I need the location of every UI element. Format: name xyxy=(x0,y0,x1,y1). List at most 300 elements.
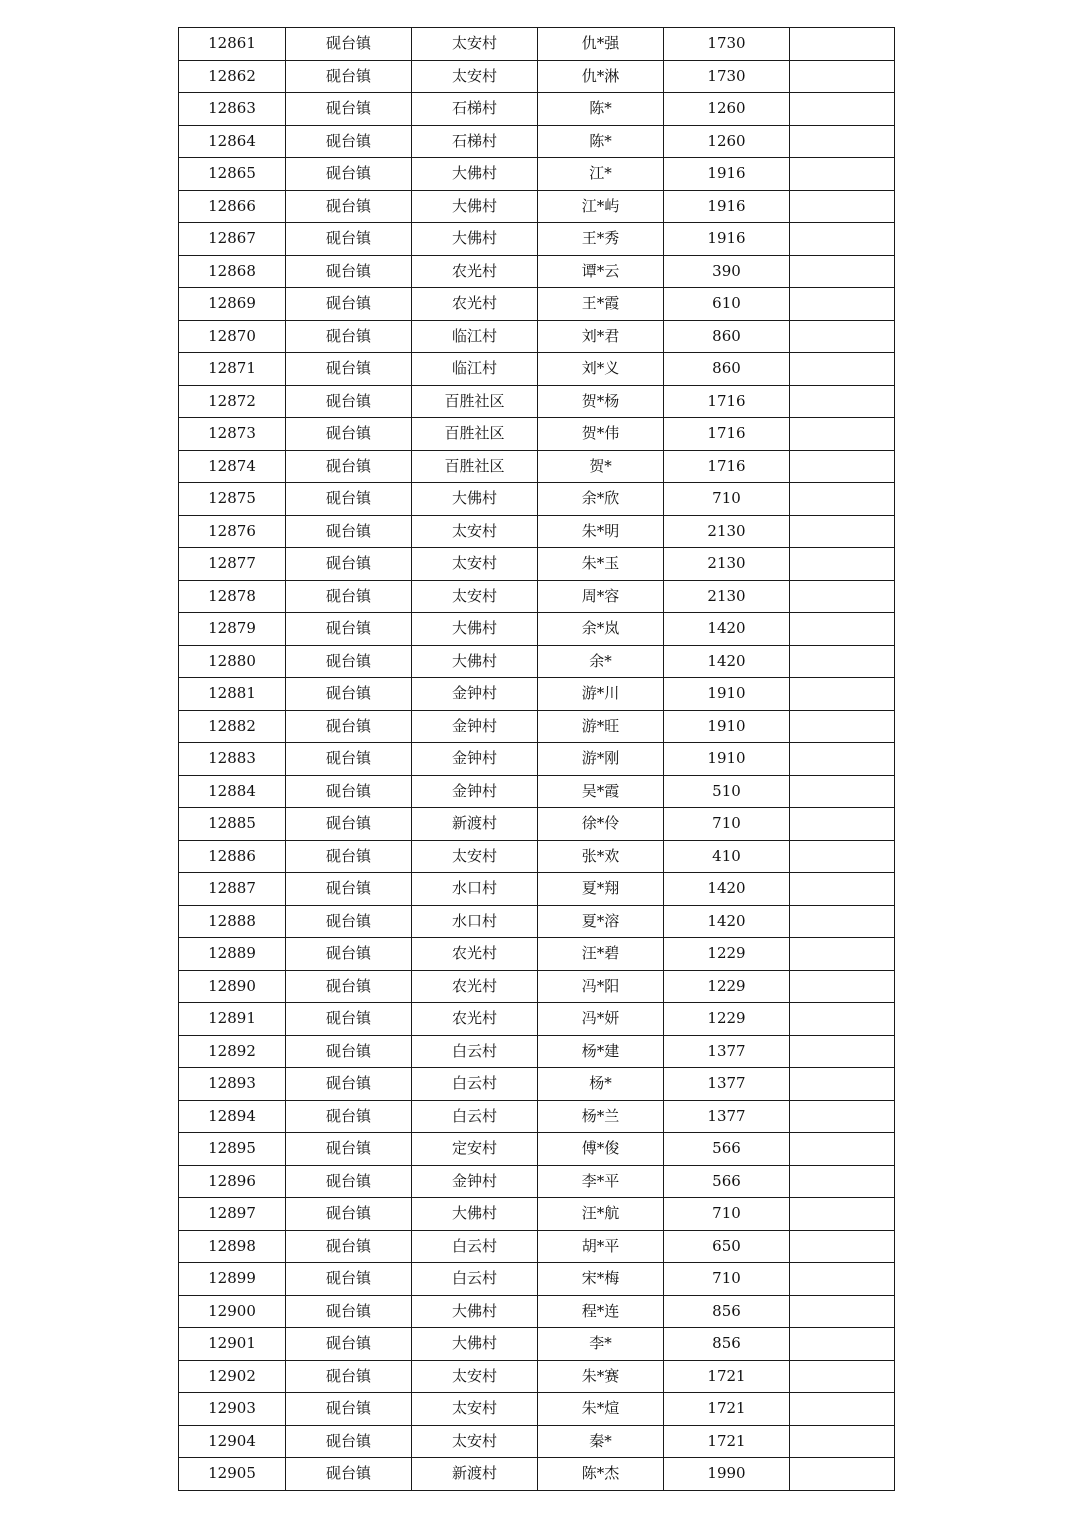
table-row xyxy=(179,450,895,483)
name-cell: 徐*伶 xyxy=(538,808,664,841)
name-cell: 程*连 xyxy=(538,1295,664,1328)
village-cell: 太安村 xyxy=(412,548,538,581)
note-cell xyxy=(790,255,895,288)
table-row xyxy=(179,28,895,61)
table-row xyxy=(179,93,895,126)
row-number-cell: 12901 xyxy=(179,1328,286,1361)
table-row xyxy=(179,1360,895,1393)
note-cell xyxy=(790,1035,895,1068)
row-number-cell: 12905 xyxy=(179,1458,286,1491)
note-cell xyxy=(790,840,895,873)
town-cell: 砚台镇 xyxy=(286,1068,412,1101)
row-number-cell: 12894 xyxy=(179,1100,286,1133)
village-cell: 大佛村 xyxy=(412,1295,538,1328)
note-cell xyxy=(790,1230,895,1263)
name-cell: 贺* xyxy=(538,450,664,483)
table-row xyxy=(179,320,895,353)
note-cell xyxy=(790,548,895,581)
village-cell: 大佛村 xyxy=(412,613,538,646)
name-cell: 江* xyxy=(538,158,664,191)
town-cell: 砚台镇 xyxy=(286,190,412,223)
amount-cell: 1260 xyxy=(664,93,790,126)
table-row xyxy=(179,938,895,971)
table-row xyxy=(179,1035,895,1068)
amount-cell: 710 xyxy=(664,1263,790,1296)
table-row xyxy=(179,1230,895,1263)
village-cell: 大佛村 xyxy=(412,158,538,191)
name-cell: 冯*阳 xyxy=(538,970,664,1003)
town-cell: 砚台镇 xyxy=(286,808,412,841)
village-cell: 金钟村 xyxy=(412,678,538,711)
name-cell: 游*旺 xyxy=(538,710,664,743)
village-cell: 太安村 xyxy=(412,28,538,61)
name-cell: 余*岚 xyxy=(538,613,664,646)
note-cell xyxy=(790,1360,895,1393)
town-cell: 砚台镇 xyxy=(286,1230,412,1263)
town-cell: 砚台镇 xyxy=(286,418,412,451)
amount-cell: 2130 xyxy=(664,580,790,613)
town-cell: 砚台镇 xyxy=(286,385,412,418)
row-number-cell: 12864 xyxy=(179,125,286,158)
row-number-cell: 12871 xyxy=(179,353,286,386)
village-cell: 金钟村 xyxy=(412,775,538,808)
note-cell xyxy=(790,515,895,548)
table-row xyxy=(179,1263,895,1296)
row-number-cell: 12861 xyxy=(179,28,286,61)
table-row xyxy=(179,190,895,223)
table-row xyxy=(179,1003,895,1036)
village-cell: 农光村 xyxy=(412,255,538,288)
name-cell: 谭*云 xyxy=(538,255,664,288)
name-cell: 汪*碧 xyxy=(538,938,664,971)
amount-cell: 860 xyxy=(664,353,790,386)
note-cell xyxy=(790,158,895,191)
records-table xyxy=(178,27,895,1491)
town-cell: 砚台镇 xyxy=(286,1100,412,1133)
name-cell: 朱*赛 xyxy=(538,1360,664,1393)
town-cell: 砚台镇 xyxy=(286,1360,412,1393)
amount-cell: 856 xyxy=(664,1328,790,1361)
town-cell: 砚台镇 xyxy=(286,515,412,548)
village-cell: 农光村 xyxy=(412,938,538,971)
note-cell xyxy=(790,93,895,126)
name-cell: 余*欣 xyxy=(538,483,664,516)
amount-cell: 650 xyxy=(664,1230,790,1263)
amount-cell: 1716 xyxy=(664,385,790,418)
note-cell xyxy=(790,613,895,646)
note-cell xyxy=(790,418,895,451)
village-cell: 白云村 xyxy=(412,1230,538,1263)
village-cell: 新渡村 xyxy=(412,1458,538,1491)
amount-cell: 856 xyxy=(664,1295,790,1328)
town-cell: 砚台镇 xyxy=(286,775,412,808)
row-number-cell: 12903 xyxy=(179,1393,286,1426)
table-row xyxy=(179,710,895,743)
name-cell: 宋*梅 xyxy=(538,1263,664,1296)
table-row xyxy=(179,1295,895,1328)
row-number-cell: 12877 xyxy=(179,548,286,581)
table-row xyxy=(179,255,895,288)
note-cell xyxy=(790,1003,895,1036)
town-cell: 砚台镇 xyxy=(286,1295,412,1328)
row-number-cell: 12873 xyxy=(179,418,286,451)
village-cell: 金钟村 xyxy=(412,710,538,743)
row-number-cell: 12882 xyxy=(179,710,286,743)
name-cell: 刘*义 xyxy=(538,353,664,386)
note-cell xyxy=(790,775,895,808)
table-row xyxy=(179,158,895,191)
table-row xyxy=(179,775,895,808)
note-cell xyxy=(790,223,895,256)
village-cell: 石梯村 xyxy=(412,125,538,158)
table-row xyxy=(179,515,895,548)
village-cell: 太安村 xyxy=(412,1393,538,1426)
amount-cell: 1910 xyxy=(664,710,790,743)
name-cell: 陈* xyxy=(538,125,664,158)
village-cell: 太安村 xyxy=(412,1360,538,1393)
note-cell xyxy=(790,743,895,776)
amount-cell: 1229 xyxy=(664,970,790,1003)
amount-cell: 1916 xyxy=(664,190,790,223)
village-cell: 大佛村 xyxy=(412,1198,538,1231)
amount-cell: 860 xyxy=(664,320,790,353)
note-cell xyxy=(790,1100,895,1133)
name-cell: 周*容 xyxy=(538,580,664,613)
town-cell: 砚台镇 xyxy=(286,1003,412,1036)
village-cell: 大佛村 xyxy=(412,1328,538,1361)
town-cell: 砚台镇 xyxy=(286,320,412,353)
name-cell: 王*霞 xyxy=(538,288,664,321)
note-cell xyxy=(790,1458,895,1491)
amount-cell: 710 xyxy=(664,483,790,516)
village-cell: 新渡村 xyxy=(412,808,538,841)
note-cell xyxy=(790,1263,895,1296)
town-cell: 砚台镇 xyxy=(286,1198,412,1231)
village-cell: 石梯村 xyxy=(412,93,538,126)
row-number-cell: 12892 xyxy=(179,1035,286,1068)
name-cell: 杨*兰 xyxy=(538,1100,664,1133)
row-number-cell: 12884 xyxy=(179,775,286,808)
town-cell: 砚台镇 xyxy=(286,840,412,873)
name-cell: 夏*溶 xyxy=(538,905,664,938)
town-cell: 砚台镇 xyxy=(286,483,412,516)
amount-cell: 1420 xyxy=(664,905,790,938)
name-cell: 游*川 xyxy=(538,678,664,711)
village-cell: 太安村 xyxy=(412,580,538,613)
table-row xyxy=(179,1198,895,1231)
row-number-cell: 12868 xyxy=(179,255,286,288)
town-cell: 砚台镇 xyxy=(286,223,412,256)
note-cell xyxy=(790,1165,895,1198)
row-number-cell: 12900 xyxy=(179,1295,286,1328)
village-cell: 太安村 xyxy=(412,515,538,548)
row-number-cell: 12869 xyxy=(179,288,286,321)
note-cell xyxy=(790,938,895,971)
town-cell: 砚台镇 xyxy=(286,1393,412,1426)
name-cell: 仇*淋 xyxy=(538,60,664,93)
row-number-cell: 12889 xyxy=(179,938,286,971)
name-cell: 江*屿 xyxy=(538,190,664,223)
note-cell xyxy=(790,450,895,483)
name-cell: 余* xyxy=(538,645,664,678)
table-row xyxy=(179,385,895,418)
table-row xyxy=(179,873,895,906)
table-row xyxy=(179,840,895,873)
row-number-cell: 12897 xyxy=(179,1198,286,1231)
row-number-cell: 12887 xyxy=(179,873,286,906)
village-cell: 金钟村 xyxy=(412,743,538,776)
village-cell: 大佛村 xyxy=(412,483,538,516)
amount-cell: 1229 xyxy=(664,1003,790,1036)
village-cell: 太安村 xyxy=(412,840,538,873)
amount-cell: 566 xyxy=(664,1133,790,1166)
note-cell xyxy=(790,190,895,223)
amount-cell: 1420 xyxy=(664,873,790,906)
row-number-cell: 12899 xyxy=(179,1263,286,1296)
row-number-cell: 12895 xyxy=(179,1133,286,1166)
town-cell: 砚台镇 xyxy=(286,613,412,646)
village-cell: 农光村 xyxy=(412,970,538,1003)
name-cell: 张*欢 xyxy=(538,840,664,873)
village-cell: 百胜社区 xyxy=(412,450,538,483)
table-row xyxy=(179,580,895,613)
note-cell xyxy=(790,60,895,93)
table-row xyxy=(179,483,895,516)
amount-cell: 1229 xyxy=(664,938,790,971)
amount-cell: 710 xyxy=(664,808,790,841)
amount-cell: 566 xyxy=(664,1165,790,1198)
village-cell: 白云村 xyxy=(412,1263,538,1296)
town-cell: 砚台镇 xyxy=(286,580,412,613)
name-cell: 仇*强 xyxy=(538,28,664,61)
town-cell: 砚台镇 xyxy=(286,288,412,321)
amount-cell: 1916 xyxy=(664,158,790,191)
table-row xyxy=(179,1068,895,1101)
village-cell: 临江村 xyxy=(412,353,538,386)
name-cell: 吴*霞 xyxy=(538,775,664,808)
village-cell: 定安村 xyxy=(412,1133,538,1166)
village-cell: 水口村 xyxy=(412,905,538,938)
note-cell xyxy=(790,580,895,613)
town-cell: 砚台镇 xyxy=(286,60,412,93)
row-number-cell: 12876 xyxy=(179,515,286,548)
row-number-cell: 12874 xyxy=(179,450,286,483)
name-cell: 王*秀 xyxy=(538,223,664,256)
records-table-body xyxy=(179,28,895,1491)
name-cell: 冯*妍 xyxy=(538,1003,664,1036)
village-cell: 百胜社区 xyxy=(412,418,538,451)
amount-cell: 410 xyxy=(664,840,790,873)
note-cell xyxy=(790,1068,895,1101)
village-cell: 大佛村 xyxy=(412,645,538,678)
row-number-cell: 12904 xyxy=(179,1425,286,1458)
row-number-cell: 12896 xyxy=(179,1165,286,1198)
amount-cell: 1377 xyxy=(664,1068,790,1101)
row-number-cell: 12862 xyxy=(179,60,286,93)
table-row xyxy=(179,1100,895,1133)
name-cell: 傅*俊 xyxy=(538,1133,664,1166)
amount-cell: 1916 xyxy=(664,223,790,256)
row-number-cell: 12898 xyxy=(179,1230,286,1263)
amount-cell: 1377 xyxy=(664,1035,790,1068)
town-cell: 砚台镇 xyxy=(286,255,412,288)
town-cell: 砚台镇 xyxy=(286,1328,412,1361)
row-number-cell: 12863 xyxy=(179,93,286,126)
row-number-cell: 12890 xyxy=(179,970,286,1003)
note-cell xyxy=(790,873,895,906)
note-cell xyxy=(790,710,895,743)
name-cell: 李*平 xyxy=(538,1165,664,1198)
note-cell xyxy=(790,28,895,61)
table-row xyxy=(179,1133,895,1166)
town-cell: 砚台镇 xyxy=(286,1035,412,1068)
table-row xyxy=(179,125,895,158)
amount-cell: 1377 xyxy=(664,1100,790,1133)
name-cell: 杨* xyxy=(538,1068,664,1101)
town-cell: 砚台镇 xyxy=(286,743,412,776)
village-cell: 农光村 xyxy=(412,1003,538,1036)
row-number-cell: 12875 xyxy=(179,483,286,516)
amount-cell: 1716 xyxy=(664,450,790,483)
table-row xyxy=(179,548,895,581)
note-cell xyxy=(790,970,895,1003)
village-cell: 水口村 xyxy=(412,873,538,906)
name-cell: 陈*杰 xyxy=(538,1458,664,1491)
town-cell: 砚台镇 xyxy=(286,450,412,483)
town-cell: 砚台镇 xyxy=(286,93,412,126)
amount-cell: 1990 xyxy=(664,1458,790,1491)
amount-cell: 2130 xyxy=(664,515,790,548)
row-number-cell: 12885 xyxy=(179,808,286,841)
table-row xyxy=(179,645,895,678)
town-cell: 砚台镇 xyxy=(286,28,412,61)
row-number-cell: 12888 xyxy=(179,905,286,938)
village-cell: 百胜社区 xyxy=(412,385,538,418)
town-cell: 砚台镇 xyxy=(286,938,412,971)
name-cell: 朱*玉 xyxy=(538,548,664,581)
row-number-cell: 12893 xyxy=(179,1068,286,1101)
amount-cell: 610 xyxy=(664,288,790,321)
name-cell: 胡*平 xyxy=(538,1230,664,1263)
name-cell: 贺*伟 xyxy=(538,418,664,451)
village-cell: 白云村 xyxy=(412,1068,538,1101)
table-row xyxy=(179,288,895,321)
table-row xyxy=(179,905,895,938)
table-row xyxy=(179,970,895,1003)
table-row xyxy=(179,1425,895,1458)
row-number-cell: 12891 xyxy=(179,1003,286,1036)
town-cell: 砚台镇 xyxy=(286,678,412,711)
table-row xyxy=(179,1165,895,1198)
village-cell: 大佛村 xyxy=(412,223,538,256)
amount-cell: 1730 xyxy=(664,28,790,61)
note-cell xyxy=(790,288,895,321)
amount-cell: 1420 xyxy=(664,645,790,678)
town-cell: 砚台镇 xyxy=(286,353,412,386)
row-number-cell: 12880 xyxy=(179,645,286,678)
village-cell: 金钟村 xyxy=(412,1165,538,1198)
table-row xyxy=(179,418,895,451)
note-cell xyxy=(790,1133,895,1166)
town-cell: 砚台镇 xyxy=(286,873,412,906)
row-number-cell: 12870 xyxy=(179,320,286,353)
town-cell: 砚台镇 xyxy=(286,710,412,743)
note-cell xyxy=(790,645,895,678)
name-cell: 秦* xyxy=(538,1425,664,1458)
row-number-cell: 12872 xyxy=(179,385,286,418)
row-number-cell: 12865 xyxy=(179,158,286,191)
amount-cell: 1721 xyxy=(664,1360,790,1393)
note-cell xyxy=(790,125,895,158)
amount-cell: 1730 xyxy=(664,60,790,93)
amount-cell: 710 xyxy=(664,1198,790,1231)
town-cell: 砚台镇 xyxy=(286,548,412,581)
town-cell: 砚台镇 xyxy=(286,905,412,938)
row-number-cell: 12883 xyxy=(179,743,286,776)
village-cell: 临江村 xyxy=(412,320,538,353)
row-number-cell: 12866 xyxy=(179,190,286,223)
name-cell: 杨*建 xyxy=(538,1035,664,1068)
table-row xyxy=(179,808,895,841)
table-row xyxy=(179,1393,895,1426)
village-cell: 农光村 xyxy=(412,288,538,321)
amount-cell: 1716 xyxy=(664,418,790,451)
note-cell xyxy=(790,1425,895,1458)
name-cell: 汪*航 xyxy=(538,1198,664,1231)
name-cell: 朱*煊 xyxy=(538,1393,664,1426)
village-cell: 白云村 xyxy=(412,1100,538,1133)
village-cell: 太安村 xyxy=(412,1425,538,1458)
row-number-cell: 12881 xyxy=(179,678,286,711)
name-cell: 刘*君 xyxy=(538,320,664,353)
row-number-cell: 12879 xyxy=(179,613,286,646)
amount-cell: 1420 xyxy=(664,613,790,646)
village-cell: 太安村 xyxy=(412,60,538,93)
table-row xyxy=(179,678,895,711)
note-cell xyxy=(790,905,895,938)
amount-cell: 1910 xyxy=(664,743,790,776)
town-cell: 砚台镇 xyxy=(286,970,412,1003)
note-cell xyxy=(790,1393,895,1426)
town-cell: 砚台镇 xyxy=(286,158,412,191)
note-cell xyxy=(790,808,895,841)
name-cell: 贺*杨 xyxy=(538,385,664,418)
name-cell: 李* xyxy=(538,1328,664,1361)
amount-cell: 390 xyxy=(664,255,790,288)
amount-cell: 1910 xyxy=(664,678,790,711)
name-cell: 陈* xyxy=(538,93,664,126)
table-row xyxy=(179,1458,895,1491)
row-number-cell: 12902 xyxy=(179,1360,286,1393)
name-cell: 游*刚 xyxy=(538,743,664,776)
table-row xyxy=(179,353,895,386)
table-row xyxy=(179,743,895,776)
town-cell: 砚台镇 xyxy=(286,1165,412,1198)
row-number-cell: 12886 xyxy=(179,840,286,873)
note-cell xyxy=(790,1328,895,1361)
town-cell: 砚台镇 xyxy=(286,645,412,678)
table-row xyxy=(179,613,895,646)
town-cell: 砚台镇 xyxy=(286,1133,412,1166)
amount-cell: 510 xyxy=(664,775,790,808)
note-cell xyxy=(790,1295,895,1328)
amount-cell: 1260 xyxy=(664,125,790,158)
note-cell xyxy=(790,385,895,418)
name-cell: 夏*翔 xyxy=(538,873,664,906)
row-number-cell: 12867 xyxy=(179,223,286,256)
town-cell: 砚台镇 xyxy=(286,1425,412,1458)
table-row xyxy=(179,60,895,93)
